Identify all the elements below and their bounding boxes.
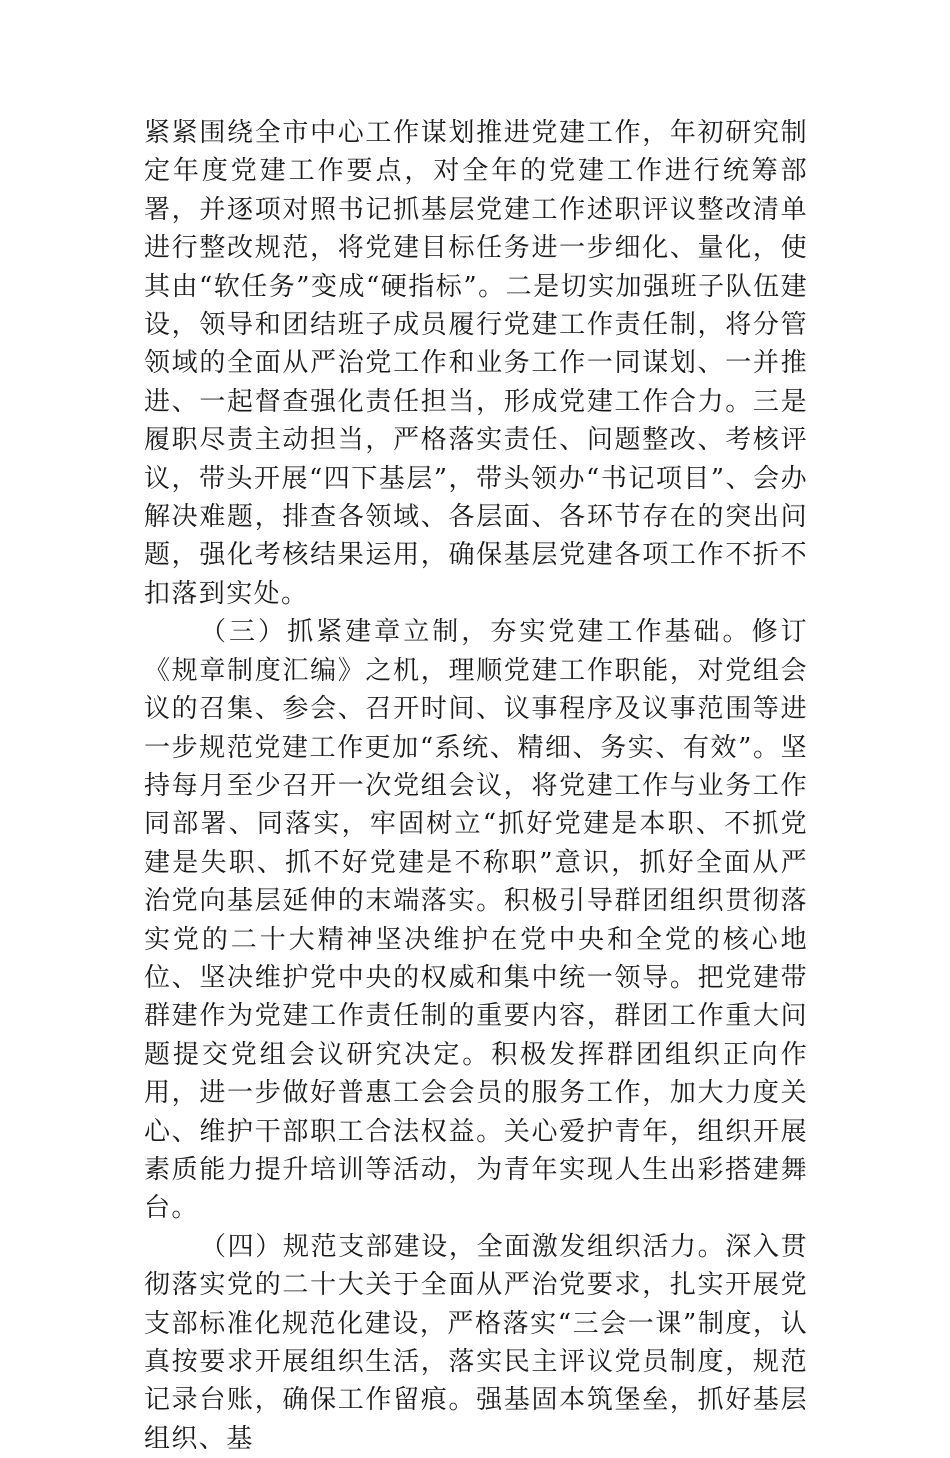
paragraph-section-three: （三）抓紧建章立制，夯实党建工作基础。修订《规章制度汇编》之机，理顺党建工作职能，对党组会议的召集、参会、召开时间、议事程序及议事范围等进一步规范党建工作更加“系统、精细、务实、有效”。坚持每月至少召开一次党组会议，将党建工作与业务工作同部署、同落实，牢固树立“抓好党建是本职、不抓党建是失职、抓不好党建是不称职”意识，抓好全面从严治党向基层延伸的末端落实。积极引导群团组织贯彻落实党的二十大精神坚决维护在党中央和全党的核心地位、坚决维护党中央的权威和集中统一领导。把党建带群建作为党建工作责任制的重要内容，群团工作重大问题提交党组会议研究决定。积极发挥群团组织正向作用，进一步做好普惠工会会员的服务工作，加大力度关心、维护干部职工合法权益。关心爱护青年，组织开展素质能力提升培训等活动，为青年实现人生出彩搭建舞台。: [144, 617, 808, 1224]
paragraph-section-four: （四）规范支部建设，全面激发组织活力。深入贯彻落实党的二十大关于全面从严治党要求，扎实开展党支部标准化规范化建设，严格落实“三会一课”制度，认真按要求开展组织生活，落实民主评议党员制度，规范记录台账，确保工作留痕。强基固本筑堡垒，抓好基层组织、基: [144, 1231, 808, 1454]
document-body: [144, 114, 808, 1458]
paragraph-continued: 紧紧围绕全市中心工作谋划推进党建工作，年初研究制定年度党建工作要点，对全年的党建工作进行统筹部署，并逐项对照书记抓基层党建工作述职评议整改清单进行整改规范，将党建目标任务进一步细化、量化，使其由“软任务”变成“硬指标”。二是切实加强班子队伍建设，领导和团结班子成员履行党建工作责任制，将分管领域的全面从严治党工作和业务工作一同谋划、一并推进、一起督查强化责任担当，形成党建工作合力。三是履职尽责主动担当，严格落实责任、问题整改、考核评议，带头开展“四下基层”，带头领办“书记项目”、会办解决难题，排查各领域、各层面、各环节存在的突出问题，强化考核结果运用，确保基层党建各项工作不折不扣落到实处。: [144, 118, 808, 609]
